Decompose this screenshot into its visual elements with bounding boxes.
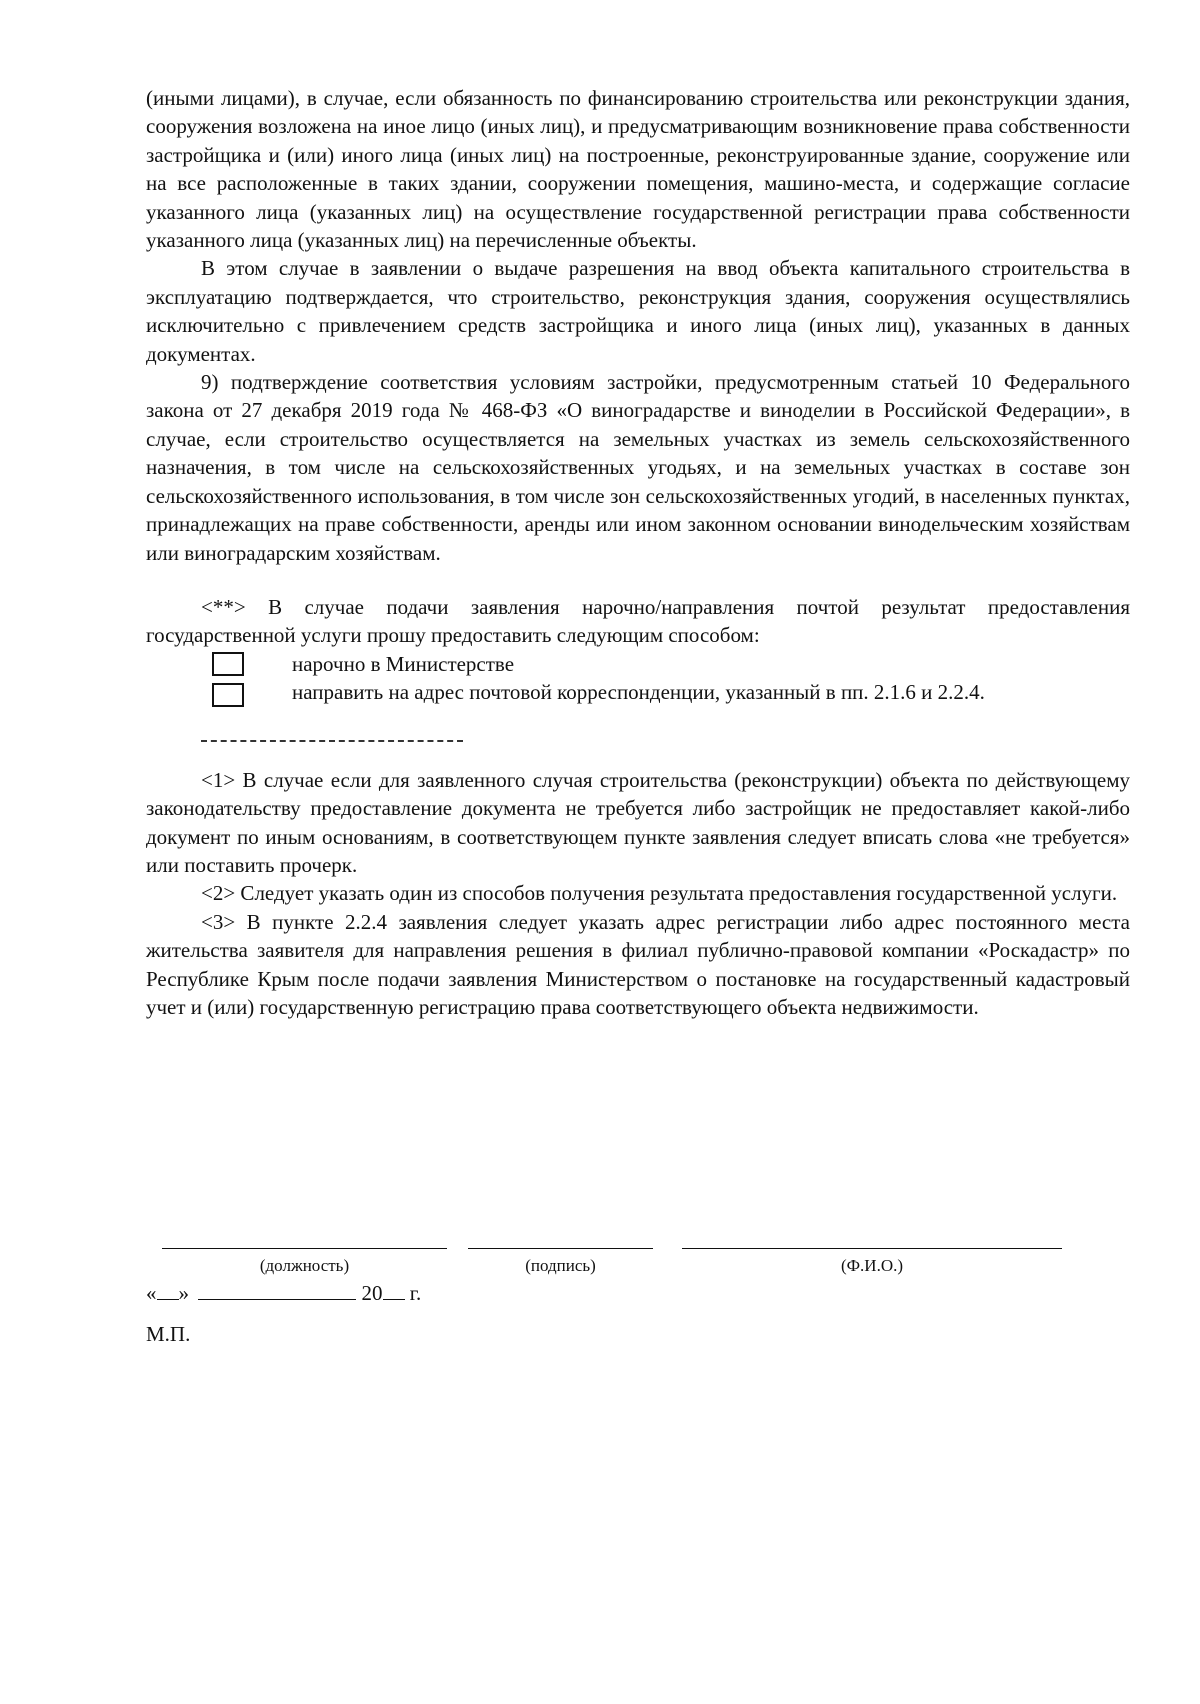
option-by-mail[interactable] xyxy=(146,678,1130,706)
footnote-2: <2> Следует указать один из способов получения результата предоставления государственной услуги. xyxy=(201,881,1118,906)
document-body xyxy=(146,84,1130,1021)
year-blank[interactable] xyxy=(383,1281,405,1300)
paragraph-confirmation: В этом случае в заявлении о выдаче разрешения на ввод объекта капитального строительства в эксплуатацию подтверждается, что строительство, реконструкция здания, сооружения осуществлялись исключительно с привлечением средств застройщика и иного лица (иных лиц), указанных в данных документах. xyxy=(146,256,1130,366)
date-field[interactable] xyxy=(146,1281,421,1306)
checkbox-by-mail[interactable] xyxy=(212,683,244,707)
stamp-place: М.П. xyxy=(146,1322,191,1346)
date-open-quote: « xyxy=(146,1281,157,1305)
name-label: (Ф.И.О.) xyxy=(840,1256,904,1275)
position-label: (должность) xyxy=(259,1256,350,1275)
month-blank[interactable] xyxy=(198,1281,356,1300)
option-by-mail-label: направить на адрес почтовой корреспонденции, указанный в пп. 2.1.6 и 2.2.4. xyxy=(292,679,985,704)
footnote-1: <1> В случае если для заявленного случая строительства (реконструкции) объекта по действующему законодательству предоставление документа не требуется либо застройщик не предоставляет какой-либо документ по иным основаниям, в соответствующем пункте заявления следует вписать слова «не требуется» или поставить прочерк. xyxy=(146,767,1130,877)
paragraph-item-9: 9) подтверждение соответствия условиям застройки, предусмотренным статьей 10 Федерального закона от 27 декабря 2019 года № 468-ФЗ «О виноградарстве и виноделии в Российской Федерации», в случае, если строительство осуществляется на земельных участках из земель сельскохозяйственного назначения, в том числе на сельскохозяйственных угодьях, и на земельных участках в составе зон сельскохозяйственного использования, в том числе зон сельскохозяйственных угодий, в населенных пунктах, принадлежащих на праве собственности, аренды или ином законном основании винодельческим хозяйствам или виноградарским хозяйствам. xyxy=(146,370,1130,565)
spacer xyxy=(146,567,1130,593)
day-blank[interactable] xyxy=(157,1281,179,1300)
date-close-quote: » xyxy=(178,1281,189,1305)
paragraph-delivery-method: <**> В случае подачи заявления нарочно/направления почтой результат предоставления государственной услуги прошу предоставить следующим способом: xyxy=(146,594,1130,648)
year-prefix: 20 xyxy=(361,1281,383,1305)
signature-label: (подпись) xyxy=(525,1256,596,1275)
checkbox-in-person[interactable] xyxy=(212,652,244,676)
footnote-separator-line xyxy=(201,740,463,742)
option-in-person-label: нарочно в Министерстве xyxy=(292,651,515,676)
year-suffix: г. xyxy=(409,1281,422,1305)
paragraph-continuation: (иными лицами), в случае, если обязанность по финансированию строительства или реконструкции здания, сооружения возложена на иное лицо (иных лиц), и предусматривающим возникновение права собственности застройщика и (или) иного лица (иных лиц) на построенные, реконструированные здание, сооружение или на все расположенные в таких здании, сооружении помещения, машино-места, и содержащие согласие указанного лица (указанных лиц) на осуществление государственной регистрации права собственности указанного лица (указанных лиц) на перечисленные объекты. xyxy=(146,86,1130,253)
position-line[interactable] xyxy=(162,1248,447,1249)
signature-line[interactable] xyxy=(468,1248,653,1249)
footnote-separator xyxy=(146,706,1130,766)
option-in-person[interactable] xyxy=(146,650,1130,678)
footnote-3: <3> В пункте 2.2.4 заявления следует указать адрес регистрации либо адрес постоянного места жительства заявителя для направления решения в филиал публично-правовой компании «Роскадастр» по Республике Крым после подачи заявления Министерством о постановке на государственный кадастровый учет и (или) государственную регистрацию права соответствующего объекта недвижимости. xyxy=(146,909,1130,1019)
name-line[interactable] xyxy=(682,1248,1062,1249)
